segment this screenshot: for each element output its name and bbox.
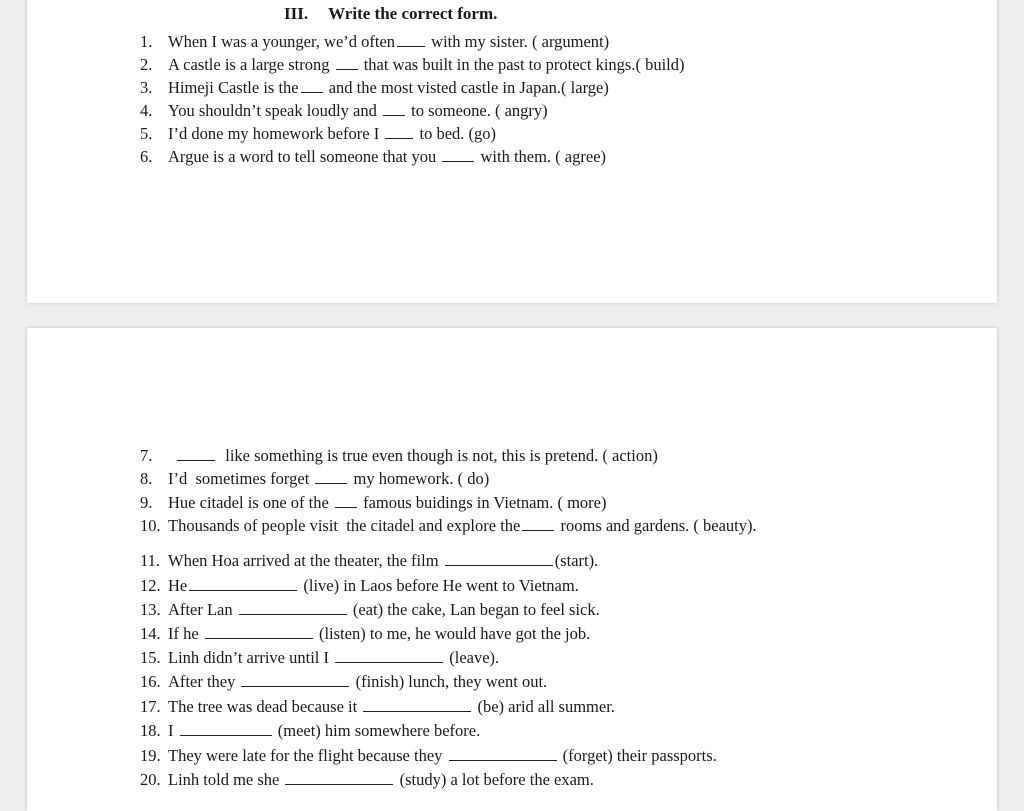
answer-blank[interactable] xyxy=(315,470,347,484)
question-9: 9. Hue citadel is one of the famous buidings in Vietnam. ( more) xyxy=(140,493,607,512)
answer-blank[interactable] xyxy=(336,56,358,70)
answer-blank[interactable] xyxy=(385,125,413,139)
answer-blank[interactable] xyxy=(177,447,215,461)
worksheet-page-2 xyxy=(27,328,997,811)
answer-blank[interactable] xyxy=(397,33,425,47)
question-12: 12. He (live) in Laos before He went to Vietnam. xyxy=(140,576,579,595)
question-8: 8. I’d sometimes forget my homework. ( do) xyxy=(140,469,490,488)
section-numeral: III. xyxy=(284,4,309,23)
question-7: 7. like something is true even though is not, this is pretend. ( action) xyxy=(140,446,658,465)
question-14: 14. If he (listen) to me, he would have got the job. xyxy=(140,624,591,643)
question-17: 17. The tree was dead because it (be) arid all summer. xyxy=(140,697,615,716)
section-title: Write the correct form. xyxy=(328,4,498,23)
question-1: 1. When I was a younger, we’d often with my sister. ( argument) xyxy=(140,32,610,51)
answer-blank[interactable] xyxy=(449,747,557,761)
answer-blank[interactable] xyxy=(180,722,272,736)
answer-blank[interactable] xyxy=(335,494,357,508)
answer-blank[interactable] xyxy=(285,771,393,785)
question-10: 10. Thousands of people visit the citadel and explore the rooms and gardens. ( beauty). xyxy=(140,516,757,535)
question-5: 5. I’d done my homework before I to bed. (go) xyxy=(140,124,497,143)
question-16: 16. After they (finish) lunch, they went out. xyxy=(140,672,548,691)
answer-blank[interactable] xyxy=(383,102,405,116)
answer-blank[interactable] xyxy=(335,649,443,663)
answer-blank[interactable] xyxy=(189,577,297,591)
question-4: 4. You shouldn’t speak loudly and to someone. ( angry) xyxy=(140,101,548,120)
question-15: 15. Linh didn’t arrive until I (leave). xyxy=(140,648,500,667)
question-2: 2. A castle is a large strong that was built in the past to protect kings.( build) xyxy=(140,55,685,74)
question-3: 3. Himeji Castle is the and the most visted castle in Japan.( large) xyxy=(140,78,609,97)
answer-blank[interactable] xyxy=(301,79,323,93)
question-11: 11. When Hoa arrived at the theater, the film (start). xyxy=(140,551,599,570)
question-18: 18. I (meet) him somewhere before. xyxy=(140,721,481,740)
answer-blank[interactable] xyxy=(205,625,313,639)
answer-blank[interactable] xyxy=(445,552,553,566)
question-13: 13. After Lan (eat) the cake, Lan began to feel sick. xyxy=(140,600,600,619)
answer-blank[interactable] xyxy=(522,517,554,531)
section-heading xyxy=(284,4,497,24)
worksheet-page-1 xyxy=(27,0,997,303)
question-20: 20. Linh told me she (study) a lot before the exam. xyxy=(140,770,594,789)
answer-blank[interactable] xyxy=(442,148,474,162)
answer-blank[interactable] xyxy=(363,698,471,712)
question-6: 6. Argue is a word to tell someone that you with them. ( agree) xyxy=(140,147,607,166)
answer-blank[interactable] xyxy=(241,673,349,687)
question-19: 19. They were late for the flight because they (forget) their passports. xyxy=(140,746,717,765)
answer-blank[interactable] xyxy=(239,601,347,615)
